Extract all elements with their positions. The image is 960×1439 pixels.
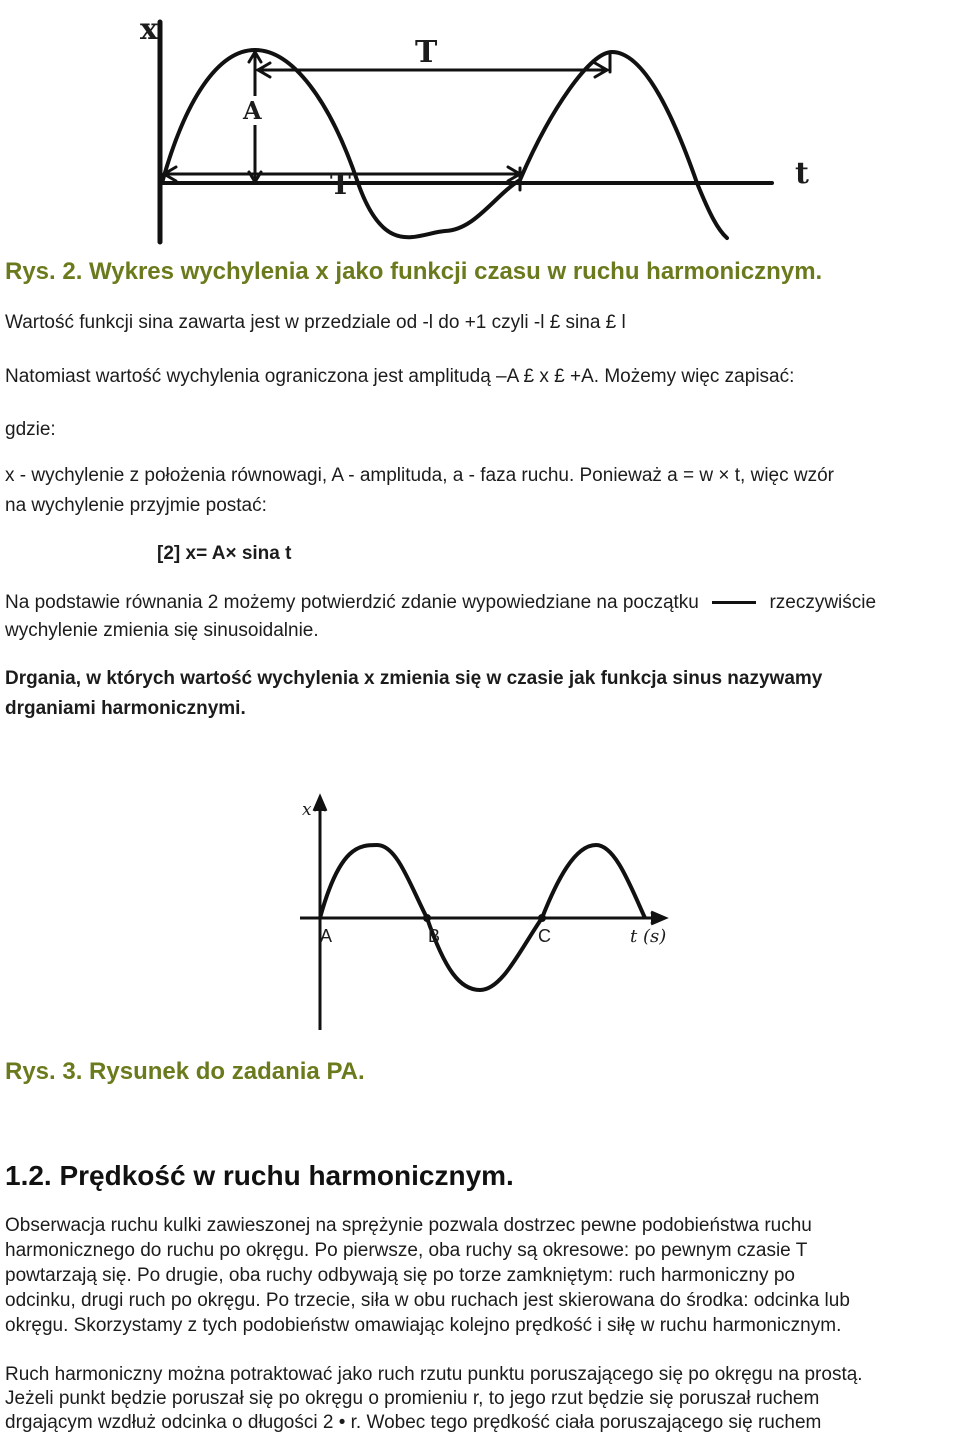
fig2-label-C: C (538, 926, 551, 946)
paragraph-where: gdzie: (5, 419, 56, 440)
definition-harmonic-line2: drganiami harmonicznymi. (5, 698, 246, 719)
fig2-label-B: B (428, 926, 441, 946)
em-dash-rule (712, 601, 756, 604)
paragraph-line: Obserwacja ruchu kulki zawieszonej na sprężynie pozwala dostrzec pewne podobieństwa ruchu (5, 1215, 812, 1236)
fig1-label-T-top: T (415, 35, 438, 70)
paragraph-amplitude-limit: Natomiast wartość wychylenia ograniczona jest amplitudą –A £ x £ +A. Możemy więc zapisać: (5, 366, 795, 387)
paragraph-confirm-line1 (5, 590, 876, 616)
figure2-caption: Rys. 3. Rysunek do zadania PA. (5, 1058, 365, 1085)
section-heading: 1.2. Prędkość w ruchu harmonicznym. (5, 1160, 514, 1191)
paragraph-line: powtarzają się. Po drugie, oba ruchy odbywają się po torze zamkniętym: ruch harmoniczny po (5, 1265, 795, 1286)
fig2-label-A: A (320, 926, 333, 946)
paragraph-line: Ruch harmoniczny można potraktować jako ruch rzutu punktu poruszającego się po okręgu na prostą. (5, 1364, 863, 1385)
fig1-label-t: t (795, 156, 809, 191)
paragraph-confirm-text: Na podstawie równania 2 możemy potwierdzić zdanie wypowiedziane na początku (5, 592, 699, 613)
fig2-y-arrow (314, 797, 326, 811)
paragraph-line: harmonicznego do ruchu po okręgu. Po pierwsze, oba ruchy są okresowe: po pewnym czasie T (5, 1240, 808, 1261)
paragraph-sine-range: Wartość funkcji sina zawarta jest w przedziale od -l do +1 czyli -l £ sina £ l (5, 312, 626, 333)
sine-wave (162, 50, 727, 238)
paragraph-definitions-line1: x - wychylenie z położenia równowagi, A - amplituda, a - faza ruchu. Ponieważ a = w × t, więc wzór (5, 465, 835, 486)
figure1-caption: Rys. 2. Wykres wychylenia x jako funkcji czasu w ruchu harmonicznym. (5, 258, 823, 285)
paragraph-confirm-line2: wychylenie zmienia się sinusoidalnie. (5, 620, 319, 641)
fig2-label-t: t (s) (630, 926, 667, 947)
paragraph-observation (5, 1213, 850, 1338)
fig2-point-C (538, 914, 546, 922)
fig2-point-B (423, 914, 431, 922)
paragraph-line: Jeżeli punkt będzie poruszał się po okręgu o promieniu r, to jego rzut będzie się poruszał ruchem (5, 1388, 820, 1409)
formula-2: [2] x= A× sina t (157, 543, 292, 564)
paragraph-line: okręgu. Skorzystamy z tych podobieństw omawiając kolejno prędkość i siłę w ruchu harmonicznym. (5, 1315, 842, 1336)
figure-exercise-pa (270, 785, 690, 1040)
paragraph-line: odcinku, drugi ruch po okręgu. Po trzecie, siła w obu ruchach jest skierowana do środka: odcinka lub (5, 1290, 850, 1311)
paragraph-projection (5, 1363, 863, 1435)
definition-harmonic-line1: Drgania, w których wartość wychylenia x zmienia się w czasie jak funkcja sinus nazywamy (5, 668, 823, 689)
paragraph-definitions-line2: na wychylenie przyjmie postać: (5, 495, 267, 516)
fig1-label-x: x (140, 12, 158, 47)
fig1-label-A: A (243, 96, 262, 125)
paragraph-confirm-end: rzeczywiście (769, 592, 877, 613)
paragraph-line: drgającym wzdłuż odcinka o długości 2 • r. Wobec tego prędkość ciała poruszającego się ruchem (5, 1412, 822, 1433)
fig2-x-arrow (651, 912, 665, 924)
fig1-label-T-bottom: T (330, 168, 351, 201)
fig2-label-x: x (302, 800, 312, 820)
